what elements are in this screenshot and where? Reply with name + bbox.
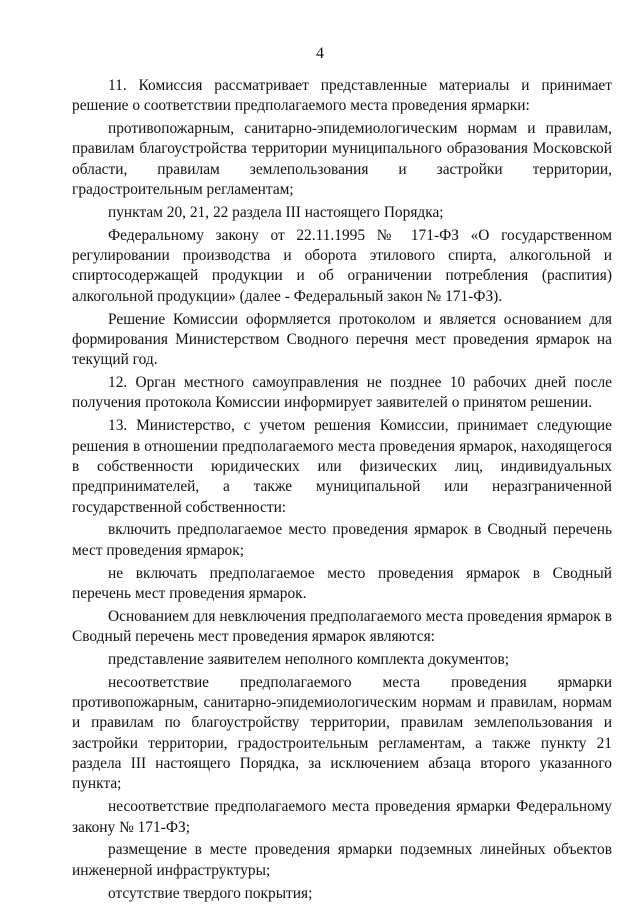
paragraph: включить предполагаемое место проведения ярмарок в Сводный перечень мест проведения ярмарок; [72,521,612,559]
body-text [72,76,612,906]
paragraph: 12. Орган местного самоуправления не позднее 10 рабочих дней после получения протокола Комиссии информирует заявителей о принятом решении. [72,374,612,412]
paragraph: 13. Министерство, с учетом решения Комиссии, принимает следующие решения в отношении предполагаемого места проведения ярмарок, находящегося в собственности юридических или физических лиц, индивидуальных предпринимателей, а также муниципальной или неразграниченной государственной собственности: [72,417,612,516]
paragraph: несоответствие предполагаемого места проведения ярмарки Федеральному закону № 171-ФЗ; [72,798,612,836]
paragraph: 11. Комиссия рассматривает представленные материалы и принимает решение о соответствии предполагаемого места проведения ярмарки: [72,77,612,115]
paragraph: размещение в месте проведения ярмарки подземных линейных объектов инженерной инфраструктуры; [72,841,612,879]
paragraph: Решение Комиссии оформляется протоколом и является основанием для формирования Министерством Сводного перечня мест проведения ярмарок на текущий год. [72,310,612,369]
paragraph: Федеральному закону от 22.11.1995 № 171-ФЗ «О государственном регулировании производства и оборота этилового спирта, алкогольной и спиртосодержащей продукции и об ограничении потребления (распития) алкогольной продукции» (далее - Федеральный закон № 171-ФЗ). [72,226,612,305]
paragraph: представление заявителем неполного комплекта документов; [108,650,510,668]
paragraph: пунктам 20, 21, 22 раздела III настоящего Порядка; [108,203,444,221]
paragraph: Основанием для невключения предполагаемого места проведения ярмарок в Сводный перечень мест проведения ярмарок являются: [72,607,612,646]
paragraph: противопожарным, санитарно-эпидемиологическим нормам и правилам, правилам благоустройства территории муниципального образования Московской области, правилам землепользования и застройки территории, градостроительным регламентам; [72,120,612,199]
paragraph: несоответствие предполагаемого места проведения ярмарки противопожарным, санитарно-эпидемиологическим нормам и правилам, нормам и правилам по благоустройству территории, правилам землепользования и застройки территории, градостроительным регламентам, а также пункту 21 раздела III настоящего Порядка, за исключением абзаца второго указанного пункта; [72,673,612,793]
paragraph: отсутствие твердого покрытия; [108,884,313,902]
paragraph: не включать предполагаемое место проведения ярмарок в Сводный перечень мест проведения ярмарок. [72,564,612,602]
page-number: 4 [316,45,324,62]
